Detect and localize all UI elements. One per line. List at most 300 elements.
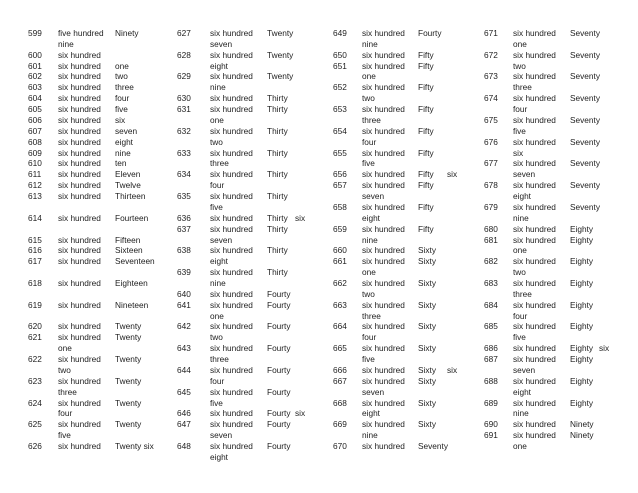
entry-hundreds-words: six hundred four: [362, 321, 405, 343]
entry-tens-words: Eighty: [570, 375, 594, 386]
entry-tens-words: six: [115, 114, 126, 125]
entry-hundreds-words: six hundred eight: [362, 397, 405, 419]
entry-tens-words: ten: [115, 158, 127, 169]
entry-hundreds-words: six hundred nine: [513, 201, 556, 223]
entry-number: 628: [177, 49, 191, 60]
entry-number: 638: [177, 245, 191, 256]
entry-tens-words: Fifty: [418, 201, 434, 212]
entry-hundreds-words: six hundred three: [58, 375, 101, 397]
entry-number: 646: [177, 408, 191, 419]
entry-tens-words: Twenty: [115, 332, 142, 343]
entry-number: 660: [333, 245, 347, 256]
entry-hundreds-words: six hundred four: [210, 364, 253, 386]
entry-hundreds-words: six hundred nine: [362, 223, 405, 245]
entry-number: 648: [177, 441, 191, 452]
entry-tens-words: Fourty: [267, 288, 291, 299]
entry-hundreds-words: six hundred two: [362, 82, 405, 104]
number-entry: [177, 300, 337, 322]
number-entry: [177, 365, 337, 387]
number-entry: [484, 180, 638, 202]
entry-tens-words: Fourteen: [115, 212, 149, 223]
entry-hundreds-words: six hundred: [513, 223, 556, 234]
entry-number: 671: [484, 28, 498, 38]
number-entry: [484, 158, 638, 180]
entry-number: 614: [28, 212, 42, 223]
entry-number: 621: [28, 332, 42, 343]
entry-number: 683: [484, 278, 498, 288]
entry-hundreds-words: six hundred: [58, 82, 101, 93]
entry-number: 678: [484, 180, 498, 191]
number-entry: [333, 148, 493, 170]
entry-tens-words: Eighteen: [115, 278, 148, 288]
entry-tens-words: Thirty: [267, 267, 288, 278]
entry-tens-words: Sixty: [418, 278, 436, 288]
entry-hundreds-words: six hundred three: [362, 104, 405, 125]
entry-number: 654: [333, 125, 347, 136]
entry-tens-words: Thirty: [267, 125, 288, 136]
entry-hundreds-words: six hundred one: [210, 104, 253, 125]
entry-hundreds-words: six hundred two: [58, 354, 101, 375]
number-entry: [28, 28, 188, 50]
number-entry: [484, 93, 638, 115]
entry-number: 631: [177, 104, 191, 115]
entry-number: 682: [484, 256, 498, 267]
number-entry: [177, 343, 337, 365]
entry-hundreds-words: six hundred: [58, 60, 101, 71]
entry-number: 612: [28, 180, 42, 191]
number-entry: [333, 61, 493, 83]
entry-tens-words: Sixty: [418, 343, 436, 354]
entry-tens-words: Fifty: [418, 49, 434, 60]
entry-tens-words: Twenty: [115, 419, 142, 430]
entry-hundreds-words: six hundred three: [210, 343, 253, 365]
entry-tens-words: Fourty: [267, 321, 291, 332]
entry-tens-words: Eighty: [570, 397, 594, 408]
number-entry: [333, 300, 493, 322]
entry-hundreds-words: six hundred: [210, 288, 253, 299]
entry-number: 613: [28, 191, 42, 202]
entry-tens-words: Ninety: [115, 28, 139, 38]
entry-hundreds-words: six hundred two: [210, 125, 253, 147]
entry-number: 689: [484, 397, 498, 408]
entry-number: 670: [333, 441, 347, 452]
entry-number: 603: [28, 82, 42, 93]
number-entry: [484, 71, 638, 93]
entry-tens-words: Eighty: [570, 234, 594, 245]
entry-number: 605: [28, 104, 42, 115]
entry-units-words: six: [599, 343, 610, 354]
entry-hundreds-words: six hundred eight: [513, 180, 556, 202]
entry-hundreds-words: six hundred five: [513, 114, 556, 136]
entry-tens-words: Nineteen: [115, 299, 149, 310]
entry-hundreds-words: six hundred seven: [362, 180, 405, 202]
entry-hundreds-words: six hundred: [58, 180, 101, 191]
entry-number: 665: [333, 343, 347, 354]
entry-tens-words: Seventy: [570, 201, 600, 212]
entry-tens-words: Fourty: [267, 343, 291, 354]
entry-tens-words: Seventy: [570, 114, 600, 125]
entry-number: 673: [484, 71, 498, 82]
entry-number: 687: [484, 354, 498, 365]
entry-number: 667: [333, 375, 347, 386]
entry-hundreds-words: six hundred three: [210, 147, 253, 169]
entry-hundreds-words: six hundred six: [513, 136, 556, 158]
entry-hundreds-words: six hundred: [58, 191, 101, 202]
entry-hundreds-words: six hundred four: [362, 125, 405, 147]
entry-tens-words: Twenty: [115, 397, 142, 408]
number-entry: [177, 71, 337, 93]
entry-tens-words: Twelve: [115, 180, 141, 191]
entry-tens-words: Fifty: [418, 169, 434, 180]
entry-hundreds-words: six hundred four: [513, 93, 556, 115]
entry-tens-words: Eleven: [115, 169, 141, 180]
entry-number: 643: [177, 343, 191, 354]
number-entry: [28, 300, 188, 322]
entry-tens-words: Thirteen: [115, 191, 146, 202]
entry-number: 624: [28, 397, 42, 408]
entry-tens-words: Twenty: [115, 375, 142, 386]
entry-tens-words: Seventy: [570, 93, 600, 104]
entry-number: 607: [28, 125, 42, 136]
entry-hundreds-words: six hundred: [58, 136, 101, 147]
number-entry: [177, 126, 337, 148]
number-entry: [177, 245, 337, 267]
entry-number: 623: [28, 375, 42, 386]
entry-number: 655: [333, 147, 347, 158]
entry-hundreds-words: five hundred nine: [58, 28, 104, 49]
entry-number: 599: [28, 28, 42, 38]
number-entry: [333, 224, 493, 246]
entry-tens-words: Twenty: [115, 354, 142, 365]
entry-hundreds-words: six hundred: [513, 343, 556, 354]
entry-units-words: six: [295, 408, 306, 419]
entry-number: 637: [177, 223, 191, 234]
entry-number: 658: [333, 201, 347, 212]
entry-hundreds-words: six hundred one: [513, 28, 556, 49]
entry-hundreds-words: six hundred five: [210, 386, 253, 408]
entry-tens-words: Seventy: [418, 441, 448, 452]
number-entry: [484, 354, 638, 376]
entry-tens-words: Sixty: [418, 321, 436, 332]
entry-hundreds-words: six hundred: [513, 419, 556, 430]
entry-tens-words: Fifty: [418, 147, 434, 158]
number-entry: [177, 169, 337, 191]
entry-hundreds-words: six hundred: [58, 256, 101, 267]
entry-hundreds-words: six hundred five: [362, 343, 405, 365]
number-entry: [333, 419, 493, 441]
entry-number: 650: [333, 49, 347, 60]
entry-number: 625: [28, 419, 42, 430]
number-entry: [484, 115, 638, 137]
entry-tens-words: Fourty: [267, 299, 291, 310]
entry-tens-words: five: [115, 104, 128, 115]
entry-number: 688: [484, 375, 498, 386]
entry-tens-words: Seventeen: [115, 256, 155, 267]
entry-number: 668: [333, 397, 347, 408]
entry-hundreds-words: six hundred eight: [210, 49, 253, 71]
entry-number: 622: [28, 354, 42, 365]
number-entry: [177, 321, 337, 343]
entry-number: 620: [28, 321, 42, 332]
entry-number: 664: [333, 321, 347, 332]
number-entry: [484, 202, 638, 224]
entry-tens-words: three: [115, 82, 134, 93]
entry-tens-words: Thirty: [267, 147, 288, 158]
entry-hundreds-words: six hundred nine: [210, 267, 253, 288]
number-entry: [177, 387, 337, 409]
number-entry: [28, 213, 188, 235]
number-entry: [484, 235, 638, 257]
entry-number: 602: [28, 71, 42, 82]
entry-tens-words: seven: [115, 125, 138, 136]
entry-tens-words: Thirty: [267, 93, 288, 104]
entry-number: 617: [28, 256, 42, 267]
entry-number: 690: [484, 419, 498, 430]
entry-tens-words: Sixty: [418, 299, 436, 310]
entry-tens-words: Seventy: [570, 49, 600, 60]
number-entry: [333, 278, 493, 300]
entry-number: 675: [484, 114, 498, 125]
entry-hundreds-words: six hundred five: [513, 321, 556, 343]
entry-number: 634: [177, 169, 191, 180]
entry-tens-words: Sixty: [418, 364, 436, 375]
entry-hundreds-words: six hundred nine: [362, 419, 405, 441]
entry-number: 616: [28, 245, 42, 256]
entry-hundreds-words: six hundred: [58, 93, 101, 104]
entry-hundreds-words: six hundred: [58, 114, 101, 125]
entry-number: 609: [28, 147, 42, 158]
entry-tens-words: Fifty: [418, 82, 434, 93]
entry-number: 691: [484, 430, 498, 441]
entry-number: 639: [177, 267, 191, 278]
entry-hundreds-words: six hundred two: [210, 321, 253, 343]
entry-tens-words: nine: [115, 147, 131, 158]
entry-number: 611: [28, 169, 42, 180]
entry-tens-words: Sixty: [418, 375, 436, 386]
entry-number: 680: [484, 223, 498, 234]
entry-number: 619: [28, 299, 42, 310]
entry-hundreds-words: six hundred: [362, 49, 405, 60]
entry-number: 630: [177, 93, 191, 104]
entry-tens-words: Sixteen: [115, 245, 143, 256]
entry-tens-words: Twenty: [267, 49, 294, 60]
number-entry: [333, 256, 493, 278]
entry-number: 663: [333, 299, 347, 310]
number-entry: [177, 267, 337, 289]
entry-number: 632: [177, 125, 191, 136]
entry-number: 652: [333, 82, 347, 93]
entry-hundreds-words: six hundred: [362, 441, 405, 452]
entry-hundreds-words: six hundred seven: [513, 158, 556, 180]
number-entry: [333, 104, 493, 126]
entry-number: 615: [28, 234, 42, 245]
entry-tens-words: Eighty: [570, 354, 594, 365]
entry-tens-words: Eighty: [570, 256, 594, 267]
entry-units-words: six: [447, 169, 458, 180]
entry-hundreds-words: six hundred four: [210, 169, 253, 191]
entry-number: 659: [333, 223, 347, 234]
entry-tens-words: Fifty: [418, 125, 434, 136]
number-entry: [177, 50, 337, 72]
entry-tens-words: one: [115, 60, 129, 71]
entry-tens-words: Eighty: [570, 321, 594, 332]
entry-hundreds-words: six hundred seven: [210, 28, 253, 49]
entry-number: 641: [177, 299, 191, 310]
entry-tens-words: Fifty: [418, 104, 434, 115]
entry-hundreds-words: six hundred: [210, 212, 253, 223]
entry-tens-words: Thirty: [267, 245, 288, 256]
entry-hundreds-words: six hundred two: [513, 49, 556, 71]
entry-hundreds-words: six hundred: [58, 169, 101, 180]
entry-hundreds-words: six hundred: [58, 278, 101, 288]
entry-tens-words: Thirty: [267, 191, 288, 202]
entry-number: 610: [28, 158, 42, 169]
number-entry: [484, 321, 638, 343]
entry-number: 685: [484, 321, 498, 332]
entry-tens-words: Eighty: [570, 343, 594, 354]
entry-number: 669: [333, 419, 347, 430]
number-entry: [177, 148, 337, 170]
entry-hundreds-words: six hundred: [58, 158, 101, 169]
entry-hundreds-words: six hundred one: [513, 234, 556, 256]
entry-number: 645: [177, 386, 191, 397]
entry-hundreds-words: six hundred three: [513, 278, 556, 299]
entry-tens-words: Sixty: [418, 397, 436, 408]
entry-number: 604: [28, 93, 42, 104]
entry-hundreds-words: six hundred one: [210, 299, 253, 321]
entry-number: 676: [484, 136, 498, 147]
entry-number: 636: [177, 212, 191, 223]
entry-number: 666: [333, 364, 347, 375]
number-entry: [333, 28, 493, 50]
entry-hundreds-words: six hundred eight: [210, 245, 253, 267]
entry-tens-words: Thirty: [267, 104, 288, 115]
entry-tens-words: four: [115, 93, 130, 104]
number-entry: [484, 278, 638, 300]
entry-tens-words: Fourty: [267, 408, 291, 419]
entry-number: 635: [177, 191, 191, 202]
number-entry: [28, 419, 188, 441]
entry-hundreds-words: six hundred: [58, 299, 101, 310]
entry-hundreds-words: six hundred: [58, 245, 101, 256]
entry-tens-words: Fourty: [267, 364, 291, 375]
entry-tens-words: Seventy: [570, 158, 600, 169]
number-entry: [333, 343, 493, 365]
entry-hundreds-words: six hundred four: [58, 397, 101, 419]
entry-number: 644: [177, 364, 191, 375]
entry-number: 640: [177, 288, 191, 299]
number-entry: [484, 256, 638, 278]
number-entry: [177, 441, 337, 463]
entry-tens-words: Fourty: [267, 386, 291, 397]
entry-number: 686: [484, 343, 498, 354]
entry-hundreds-words: six hundred two: [513, 256, 556, 278]
entry-tens-words: Fourty: [267, 441, 291, 452]
entry-number: 672: [484, 49, 498, 60]
entry-tens-words: Eighty: [570, 278, 594, 288]
entry-number: 661: [333, 256, 347, 267]
entry-tens-words: Fourty: [267, 419, 291, 430]
entry-hundreds-words: six hundred: [362, 169, 405, 180]
entry-number: 657: [333, 180, 347, 191]
entry-number: 629: [177, 71, 191, 82]
entry-tens-words: Seventy: [570, 71, 600, 82]
entry-tens-words: Twenty: [267, 28, 294, 38]
entry-tens-words: Thirty: [267, 223, 288, 234]
number-entry: [333, 82, 493, 104]
number-entry: [28, 398, 188, 420]
entry-number: 649: [333, 28, 347, 38]
entry-hundreds-words: six hundred: [58, 125, 101, 136]
number-entry: [484, 398, 638, 420]
entry-hundreds-words: six hundred five: [210, 191, 253, 212]
entry-tens-words: Sixty: [418, 245, 436, 256]
entry-units-words: six: [447, 364, 458, 375]
entry-number: 647: [177, 419, 191, 430]
entry-hundreds-words: six hundred nine: [362, 28, 405, 49]
entry-hundreds-words: six hundred: [210, 93, 253, 104]
entry-hundreds-words: six hundred one: [513, 430, 556, 452]
number-entry: [28, 441, 188, 463]
number-entry: [484, 430, 638, 452]
entry-tens-words: Twenty six: [115, 441, 154, 452]
entry-hundreds-words: six hundred nine: [513, 397, 556, 419]
entry-hundreds-words: six hundred seven: [210, 223, 253, 245]
entry-hundreds-words: six hundred: [58, 147, 101, 158]
number-entry: [333, 398, 493, 420]
entry-hundreds-words: six hundred five: [58, 419, 101, 441]
entry-number: 601: [28, 60, 42, 71]
number-entry: [333, 180, 493, 202]
entry-hundreds-words: six hundred: [58, 212, 101, 223]
entry-hundreds-words: six hundred one: [58, 332, 101, 354]
entry-hundreds-words: six hundred eight: [513, 375, 556, 397]
entry-tens-words: two: [115, 71, 128, 82]
entry-number: 656: [333, 169, 347, 180]
number-entry: [484, 137, 638, 159]
entry-number: 679: [484, 201, 498, 212]
entry-hundreds-words: six hundred one: [362, 256, 405, 278]
number-entry: [484, 50, 638, 72]
entry-tens-words: Eighty: [570, 299, 594, 310]
number-entry: [484, 376, 638, 398]
entry-number: 651: [333, 60, 347, 71]
entry-tens-words: Fifty: [418, 180, 434, 191]
number-entry: [28, 278, 188, 300]
entry-hundreds-words: six hundred: [210, 408, 253, 419]
number-entry: [177, 104, 337, 126]
entry-hundreds-words: six hundred three: [513, 71, 556, 93]
entry-tens-words: Eighty: [570, 223, 594, 234]
entry-hundreds-words: six hundred seven: [210, 419, 253, 441]
entry-tens-words: Fifteen: [115, 234, 141, 245]
entry-hundreds-words: six hundred seven: [513, 354, 556, 375]
entry-tens-words: Twenty: [115, 321, 142, 332]
entry-number: 662: [333, 278, 347, 288]
number-entry: [333, 321, 493, 343]
entry-hundreds-words: six hundred: [58, 234, 101, 245]
entry-number: 633: [177, 147, 191, 158]
number-entry: [177, 28, 337, 50]
number-entry: [28, 332, 188, 354]
entry-number: 626: [28, 441, 42, 452]
entry-number: 674: [484, 93, 498, 104]
entry-tens-words: Ninety: [570, 419, 594, 430]
entry-hundreds-words: six hundred nine: [210, 71, 253, 93]
number-entry: [484, 300, 638, 322]
entry-hundreds-words: six hundred five: [362, 147, 405, 169]
entry-hundreds-words: six hundred: [58, 71, 101, 82]
